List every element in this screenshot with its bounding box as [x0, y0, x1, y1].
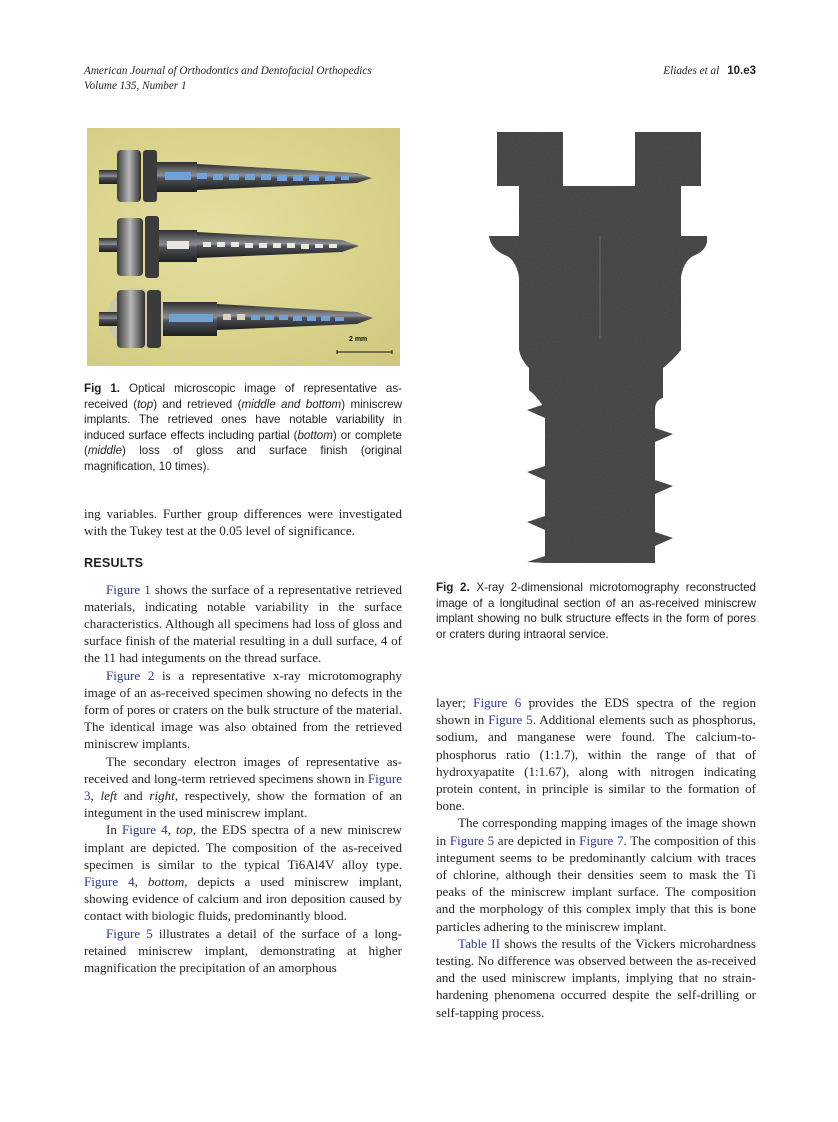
figure-7-link[interactable]: Figure 7	[579, 832, 624, 848]
figure-2-link[interactable]: Figure 2	[106, 667, 155, 683]
section-heading-results: RESULTS	[84, 556, 144, 571]
screw-top	[99, 150, 372, 202]
journal-volume: Volume 135, Number 1	[84, 80, 187, 92]
paragraph-text: The corresponding mapping images of the image shown in	[436, 815, 756, 848]
caption-text: ) loss of gloss and surface finish (original magnification, 10 times).	[84, 444, 402, 473]
caption-italic: top	[137, 397, 154, 411]
journal-info	[84, 64, 372, 94]
paragraph	[84, 821, 402, 924]
paragraph-text: ,	[167, 822, 176, 838]
paragraph-text: is a representative x-ray microtomography image of an as-received specimen showing no defects in the form of pores or craters on the bulk structure of the material. The identical image was also obtained from the retrieved miniscrew implants.	[84, 667, 402, 752]
figure-2-label: Fig 2.	[436, 581, 470, 594]
italic-text: left	[100, 788, 118, 804]
caption-text: ) or complete (	[84, 428, 403, 458]
caption-text: X-ray 2-dimensional microtomography reconstructed image of a longitudinal section of an as-received miniscrew implant showing no bulk structure effects in the form of pores or craters during intraoral service.	[436, 581, 756, 641]
xray-miniscrew	[487, 128, 709, 563]
figure-3-link[interactable]: Figure 3	[84, 770, 402, 804]
paragraph: ing variables. Further group differences were investigated with the Tukey test at the 0.05 level of significance.	[84, 506, 402, 539]
screw-middle	[99, 216, 359, 278]
paragraph-text: layer;	[436, 695, 474, 710]
paragraph-text: illustrates a detail of the surface of a long-retained miniscrew implant, demonstrating at higher magnification the precipitation of an amorphous	[84, 925, 402, 976]
caption-italic: bottom	[297, 428, 333, 442]
paragraph	[84, 667, 402, 753]
paragraph-text: ,	[90, 788, 101, 804]
paragraph-text: The secondary electron images of representative as-received and long-term retrieved specimens shown in	[84, 753, 402, 786]
page-info	[663, 64, 756, 79]
paragraph	[84, 925, 402, 977]
caption-text: Optical microscopic image of representative as-received (	[84, 382, 402, 411]
paragraph	[84, 581, 402, 667]
paragraph-text: In	[106, 822, 122, 838]
paragraph	[436, 935, 756, 1021]
figure-6-link[interactable]: Figure 6	[473, 695, 522, 710]
figure-4-link[interactable]: Figure 4	[121, 822, 168, 838]
paragraph-text: , respectively, show the formation of an integument in the used miniscrew implant.	[84, 788, 403, 821]
authors: Eliades et al	[663, 65, 720, 77]
figure-5-link[interactable]: Figure 5	[106, 925, 153, 941]
table-2-link[interactable]: Table II	[458, 935, 500, 951]
figure-4-link[interactable]: Figure 4	[84, 874, 135, 890]
italic-text: right	[149, 788, 175, 804]
scale-bar	[337, 350, 392, 354]
italic-text: bottom	[147, 874, 185, 890]
paragraph-text: , depicts a used miniscrew implant, showing evidence of calcium and iron deposition caused by contact with biologic fluids, predominantly blood.	[84, 874, 402, 924]
paragraph-text: ,	[134, 874, 148, 890]
paragraph-text: shows the results of the Vickers microhardness testing. No difference was observed between the as-received and the used miniscrew implants, implying that no strain-hardening phenomena occurred despite the self-drilling or self-tapping process.	[436, 935, 757, 1020]
figure-2-image	[487, 128, 709, 563]
screw-bottom	[99, 288, 373, 348]
figure-5-link[interactable]: Figure 5	[449, 832, 495, 848]
figure-1-image	[87, 128, 400, 366]
paragraph-text: are depicted in	[494, 832, 580, 848]
scale-bar-label: 2 mm	[349, 336, 368, 343]
journal-title: American Journal of Orthodontics and Dentofacial Orthopedics	[84, 65, 372, 77]
figure-2-caption	[436, 580, 756, 642]
paragraph-text: provides the EDS spectra of the region shown in	[436, 695, 756, 728]
paragraph	[436, 814, 756, 934]
caption-text: ) and retrieved (	[153, 397, 242, 411]
paragraph	[84, 753, 402, 822]
figure-5-link[interactable]: Figure 5	[488, 712, 533, 728]
left-column	[84, 505, 402, 976]
caption-italic: middle and bottom	[241, 397, 342, 411]
caption-text: ) miniscrew implants. The retrieved ones have notable variability in induced surface effects including partial (	[84, 397, 402, 442]
italic-text: top,	[175, 822, 196, 838]
right-column	[436, 694, 756, 1021]
figure-1-label: Fig 1.	[84, 382, 121, 395]
paragraph-text: . Additional elements such as phosphorus, sodium, and manganese were found. The calcium-to-phosphorus ratio (1:1.7), within the range of that of hydroxyapatite (1:1.67), along with nitrogen indicating protein content, in principle is similar to the formation of bone.	[436, 712, 756, 814]
paragraph-text: and	[117, 788, 150, 804]
figure-1-caption	[84, 381, 402, 475]
page-number: 10.e3	[727, 65, 756, 77]
paragraph-text: . The composition of this integument seems to be predominantly calcium with traces of chlorine, although their densities seem to mask the Ti peaks of the miniscrew implant surface. The composition and the morphology of this complex imply that this is bone particles adhering to the miniscrew implant.	[436, 832, 756, 934]
paragraph	[436, 694, 756, 814]
paragraph-text: the EDS spectra of a new miniscrew implant are depicted. The composition of the as-received specimen is similar to the typical Ti6Al4V alloy type.	[84, 822, 402, 872]
caption-italic: middle	[87, 444, 123, 458]
miniscrews-photo	[87, 128, 400, 366]
figure-1-link[interactable]: Figure 1	[106, 581, 151, 597]
paragraph-text: shows the surface of a representative retrieved materials, indicating notable variability in the surface characteristics. Although all specimens had loss of gloss and surface finish of the material resulting in a dull surface, 4 of the 11 had integuments on the thread surface.	[84, 581, 402, 666]
running-head	[84, 64, 756, 96]
